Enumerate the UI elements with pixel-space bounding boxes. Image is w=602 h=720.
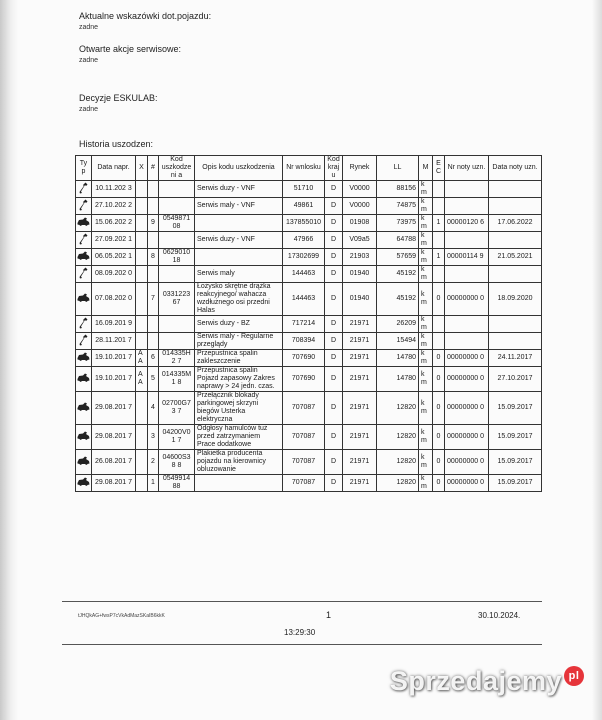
wrench-icon: [76, 198, 92, 215]
table-cell: AA: [136, 350, 148, 367]
table-cell: 14780: [377, 367, 419, 392]
table-cell: 0: [433, 450, 445, 475]
table-cell: D: [325, 266, 343, 283]
table-cell: [445, 181, 489, 198]
table-cell: [445, 232, 489, 249]
table-cell: 26209: [377, 316, 419, 333]
history-title: Historia uszodzen:: [79, 139, 154, 149]
table-cell: 27.10.2017: [489, 367, 542, 392]
table-cell: 00000000 0: [445, 392, 489, 425]
table-cell: 15.09.2017: [489, 392, 542, 425]
table-cell: km: [419, 232, 433, 249]
table-cell: 01940: [343, 283, 377, 316]
table-cell: D: [325, 249, 343, 266]
header-cell: M: [419, 156, 433, 181]
footer-document-code: tJHQkAG+fwsP7cVkAdMazSKaIB6kkK: [78, 613, 165, 619]
table-row: [76, 181, 542, 198]
table-cell: 707690: [283, 350, 325, 367]
table-cell: 47966: [283, 232, 325, 249]
table-row: [76, 232, 542, 249]
table-cell: [445, 316, 489, 333]
table-cell: 49861: [283, 198, 325, 215]
table-cell: 00000000 0: [445, 350, 489, 367]
table-cell: 7: [148, 283, 159, 316]
table-cell: [136, 450, 148, 475]
table-cell: V0000: [343, 198, 377, 215]
table-row: [76, 283, 542, 316]
table-cell: 18.09.2020: [489, 283, 542, 316]
table-row: [76, 392, 542, 425]
table-cell: 57659: [377, 249, 419, 266]
table-cell: D: [325, 198, 343, 215]
table-cell: 708394: [283, 333, 325, 350]
table-cell: [136, 249, 148, 266]
table-cell: [159, 333, 195, 350]
table-cell: D: [325, 316, 343, 333]
table-cell: D: [325, 425, 343, 450]
table-cell: km: [419, 249, 433, 266]
table-row: [76, 266, 542, 283]
table-cell: [136, 283, 148, 316]
table-row: [76, 198, 542, 215]
wrench-icon: [76, 333, 92, 350]
table-row: [76, 350, 542, 367]
table-cell: [136, 333, 148, 350]
table-cell: Przepustnica spalin zakleszczenie: [195, 350, 283, 367]
table-cell: D: [325, 181, 343, 198]
footer-page-number: 1: [326, 610, 332, 620]
table-row: [76, 367, 542, 392]
table-cell: 054991488: [159, 475, 195, 492]
table-cell: 24.11.2017: [489, 350, 542, 367]
table-cell: 17.06.2022: [489, 215, 542, 232]
table-cell: AA: [136, 367, 148, 392]
table-cell: [159, 266, 195, 283]
table-cell: 01908: [343, 215, 377, 232]
table-cell: 00000120 6: [445, 215, 489, 232]
table-cell: D: [325, 232, 343, 249]
table-cell: Przepustnica spalin Pojazd zapasowy Zakres naprawy > 24 jedn. czas.: [195, 367, 283, 392]
car-damage-icon: [76, 367, 92, 392]
wrench-icon: [76, 266, 92, 283]
table-cell: Serwis duzy - BZ: [195, 316, 283, 333]
table-cell: D: [325, 475, 343, 492]
header-cell: #: [148, 156, 159, 181]
table-cell: 014335H2 7: [159, 350, 195, 367]
table-cell: km: [419, 283, 433, 316]
table-cell: 707690: [283, 367, 325, 392]
table-cell: 21971: [343, 475, 377, 492]
header-cell: Data napr.: [92, 156, 136, 181]
table-cell: 21971: [343, 450, 377, 475]
table-cell: 0: [433, 367, 445, 392]
table-cell: 19.10.201 7: [92, 350, 136, 367]
table-cell: 17302699: [283, 249, 325, 266]
table-cell: 21971: [343, 392, 377, 425]
table-header-row: [76, 156, 542, 181]
table-row: [76, 215, 542, 232]
table-cell: 21971: [343, 333, 377, 350]
table-cell: km: [419, 215, 433, 232]
footer-top-rule: [62, 601, 542, 602]
header-cell: Opis kodu uszkodzenia: [195, 156, 283, 181]
table-cell: 00000000 0: [445, 425, 489, 450]
table-cell: 01940: [343, 266, 377, 283]
watermark-logo: [390, 666, 584, 697]
table-row: [76, 249, 542, 266]
table-cell: 21971: [343, 350, 377, 367]
table-cell: 21971: [343, 367, 377, 392]
wrench-icon: [76, 232, 92, 249]
table-cell: 06.05.202 1: [92, 249, 136, 266]
car-damage-icon: [76, 450, 92, 475]
table-cell: 00000000 0: [445, 450, 489, 475]
table-row: [76, 450, 542, 475]
table-cell: 15.06.202 2: [92, 215, 136, 232]
table-cell: 12820: [377, 475, 419, 492]
table-cell: 21971: [343, 425, 377, 450]
watermark-badge: pl: [564, 666, 584, 686]
table-cell: 717214: [283, 316, 325, 333]
table-cell: [433, 333, 445, 350]
table-cell: [433, 266, 445, 283]
car-damage-icon: [76, 350, 92, 367]
footer-bottom-rule: [62, 644, 542, 645]
table-cell: [148, 266, 159, 283]
table-cell: [489, 232, 542, 249]
table-cell: Łożysko skrętne drążka reakcyjnego/ wahacza wzdłużnego osi przedni Halas: [195, 283, 283, 316]
table-cell: km: [419, 333, 433, 350]
table-cell: [445, 198, 489, 215]
table-cell: [195, 475, 283, 492]
table-cell: 062901018: [159, 249, 195, 266]
table-cell: [159, 316, 195, 333]
table-cell: Odgłosy hamulców tuż przed zatrzymaniem Prace dodatkowe: [195, 425, 283, 450]
table-cell: 5: [148, 367, 159, 392]
header-cell: Nr noty uzn.: [445, 156, 489, 181]
table-cell: [433, 181, 445, 198]
table-cell: 10.11.202 3: [92, 181, 136, 198]
table-row: [76, 475, 542, 492]
header-cell: Typ: [76, 156, 92, 181]
table-cell: 707087: [283, 475, 325, 492]
table-cell: 12820: [377, 392, 419, 425]
table-cell: [489, 333, 542, 350]
table-cell: [136, 475, 148, 492]
table-cell: [136, 215, 148, 232]
section-value-eskulab-decisions: zadne: [79, 106, 99, 113]
table-cell: 137855010: [283, 215, 325, 232]
table-cell: 1: [433, 249, 445, 266]
table-cell: [159, 232, 195, 249]
table-cell: 707087: [283, 392, 325, 425]
table-cell: 0: [433, 425, 445, 450]
table-row: [76, 425, 542, 450]
table-cell: 12820: [377, 425, 419, 450]
table-cell: 21.05.2021: [489, 249, 542, 266]
table-cell: 28.11.201 7: [92, 333, 136, 350]
table-cell: Serwis maly: [195, 266, 283, 283]
table-cell: D: [325, 350, 343, 367]
table-cell: Serwis duzy - VNF: [195, 181, 283, 198]
table-cell: [489, 198, 542, 215]
table-cell: 15.09.2017: [489, 475, 542, 492]
table-cell: Serwis duzy - VNF: [195, 232, 283, 249]
page-right-edge: [592, 0, 602, 720]
table-cell: [489, 316, 542, 333]
table-cell: V0000: [343, 181, 377, 198]
table-cell: 8: [148, 249, 159, 266]
wrench-icon: [76, 316, 92, 333]
table-cell: D: [325, 215, 343, 232]
table-cell: [159, 198, 195, 215]
table-cell: [136, 232, 148, 249]
table-cell: km: [419, 350, 433, 367]
table-cell: [195, 249, 283, 266]
table-cell: [433, 232, 445, 249]
table-cell: 14780: [377, 350, 419, 367]
table-cell: [136, 392, 148, 425]
table-cell: 21903: [343, 249, 377, 266]
table-cell: 12820: [377, 450, 419, 475]
table-cell: 144463: [283, 283, 325, 316]
table-cell: [136, 425, 148, 450]
section-value-vehicle-notes: zadne: [79, 24, 99, 31]
table-cell: [445, 333, 489, 350]
table-cell: 1: [433, 215, 445, 232]
table-cell: Plakietka producenta pojazdu na kierownicy obluzowanie: [195, 450, 283, 475]
table-cell: 19.10.201 7: [92, 367, 136, 392]
table-cell: 74875: [377, 198, 419, 215]
header-cell: Kod uszkodzeni a: [159, 156, 195, 181]
table-cell: D: [325, 333, 343, 350]
table-cell: 51710: [283, 181, 325, 198]
table-row: [76, 333, 542, 350]
table-cell: 054987108: [159, 215, 195, 232]
table-cell: [136, 198, 148, 215]
table-cell: 26.08.201 7: [92, 450, 136, 475]
table-cell: 29.08.201 7: [92, 425, 136, 450]
table-cell: 45192: [377, 266, 419, 283]
table-cell: 00000000 0: [445, 367, 489, 392]
table-cell: 0: [433, 283, 445, 316]
table-cell: 15.09.2017: [489, 425, 542, 450]
car-damage-icon: [76, 475, 92, 492]
table-cell: 00000114 9: [445, 249, 489, 266]
table-cell: km: [419, 425, 433, 450]
table-cell: 0: [433, 392, 445, 425]
table-cell: 707087: [283, 450, 325, 475]
table-cell: Przełącznik blokady parkingowej skrzyni biegów Usterka elektryczna: [195, 392, 283, 425]
car-damage-icon: [76, 249, 92, 266]
header-cell: Kod kraj u: [325, 156, 343, 181]
table-cell: 73975: [377, 215, 419, 232]
table-cell: km: [419, 392, 433, 425]
table-cell: Serwis maly - Regularne przeglądy: [195, 333, 283, 350]
section-label-eskulab-decisions: Decyzje ESKULAB:: [79, 93, 158, 103]
table-cell: V09a5: [343, 232, 377, 249]
table-cell: D: [325, 367, 343, 392]
table-cell: 0: [433, 350, 445, 367]
car-damage-icon: [76, 215, 92, 232]
table-cell: 144463: [283, 266, 325, 283]
table-cell: 033122367: [159, 283, 195, 316]
car-damage-icon: [76, 425, 92, 450]
table-cell: km: [419, 181, 433, 198]
table-cell: [445, 266, 489, 283]
table-cell: km: [419, 475, 433, 492]
table-cell: [136, 181, 148, 198]
table-cell: D: [325, 392, 343, 425]
header-cell: Rynek: [343, 156, 377, 181]
table-cell: 6: [148, 350, 159, 367]
table-cell: 45192: [377, 283, 419, 316]
table-cell: Serwis maly - VNF: [195, 198, 283, 215]
table-cell: [159, 181, 195, 198]
table-cell: km: [419, 316, 433, 333]
table-cell: 3: [148, 425, 159, 450]
table-cell: km: [419, 367, 433, 392]
table-cell: 08.09.202 0: [92, 266, 136, 283]
table-cell: km: [419, 266, 433, 283]
table-cell: 64788: [377, 232, 419, 249]
table-cell: [433, 198, 445, 215]
watermark-text: Sprzedajemy: [389, 666, 562, 696]
car-damage-icon: [76, 283, 92, 316]
section-value-open-service-actions: zadne: [79, 57, 99, 64]
table-cell: 27.10.202 2: [92, 198, 136, 215]
table-cell: [433, 316, 445, 333]
table-cell: 00000000 0: [445, 475, 489, 492]
table-cell: 9: [148, 215, 159, 232]
table-cell: D: [325, 283, 343, 316]
table-cell: [489, 266, 542, 283]
table-cell: 07.08.202 0: [92, 283, 136, 316]
table-cell: 27.09.202 1: [92, 232, 136, 249]
header-cell: E C: [433, 156, 445, 181]
table-cell: [195, 215, 283, 232]
header-cell: LL: [377, 156, 419, 181]
header-cell: Nr wnlosku: [283, 156, 325, 181]
table-cell: [148, 198, 159, 215]
table-cell: 014335M1 8: [159, 367, 195, 392]
section-label-vehicle-notes: Aktualne wskazówki dot.pojazdu:: [79, 11, 212, 21]
table-cell: 04200V01 7: [159, 425, 195, 450]
header-cell: Data noty uzn.: [489, 156, 542, 181]
table-cell: 88156: [377, 181, 419, 198]
table-cell: 04600S38 8: [159, 450, 195, 475]
table-row: [76, 316, 542, 333]
table-cell: [136, 266, 148, 283]
table-cell: 0: [433, 475, 445, 492]
section-label-open-service-actions: Otwarte akcje serwisowe:: [79, 44, 182, 54]
table-cell: 29.08.201 7: [92, 475, 136, 492]
table-cell: [148, 333, 159, 350]
footer-date: 30.10.2024.: [478, 611, 521, 620]
table-cell: [489, 181, 542, 198]
wrench-icon: [76, 181, 92, 198]
table-cell: 1: [148, 475, 159, 492]
table-cell: [148, 316, 159, 333]
footer-time: 13:29:30: [284, 628, 316, 637]
page-left-shadow: [0, 0, 18, 720]
table-cell: 15494: [377, 333, 419, 350]
table-cell: 02700G73 7: [159, 392, 195, 425]
table-cell: [148, 181, 159, 198]
car-damage-icon: [76, 392, 92, 425]
table-cell: 4: [148, 392, 159, 425]
table-cell: [136, 316, 148, 333]
table-cell: km: [419, 198, 433, 215]
header-cell: X: [136, 156, 148, 181]
damage-history-table: [75, 155, 542, 492]
table-cell: 16.09.201 9: [92, 316, 136, 333]
table-cell: km: [419, 450, 433, 475]
table-cell: D: [325, 450, 343, 475]
table-cell: 707087: [283, 425, 325, 450]
table-cell: 21971: [343, 316, 377, 333]
table-cell: 15.09.2017: [489, 450, 542, 475]
table-cell: 2: [148, 450, 159, 475]
table-cell: 00000000 0: [445, 283, 489, 316]
table-cell: [148, 232, 159, 249]
table-cell: 29.08.201 7: [92, 392, 136, 425]
